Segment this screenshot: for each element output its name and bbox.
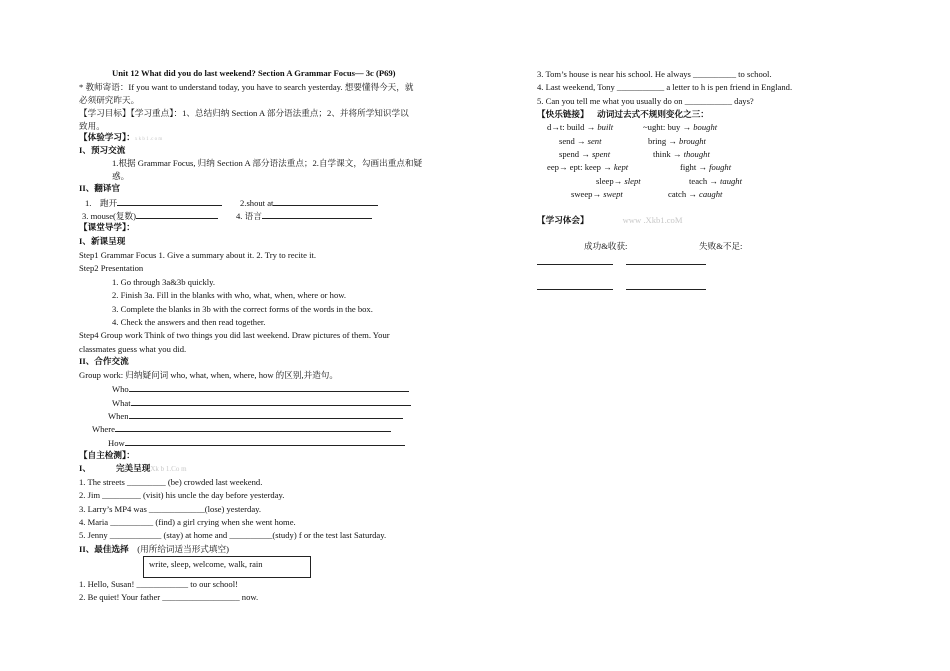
translate-item-2: 2.shout at bbox=[240, 198, 378, 208]
class-guide-heading: 【课堂导学】： bbox=[79, 222, 135, 232]
verb-row-b: catch → caught bbox=[668, 189, 723, 199]
answer-blank[interactable] bbox=[129, 411, 403, 419]
answer-blank[interactable] bbox=[136, 211, 218, 219]
answer-blank[interactable] bbox=[131, 398, 411, 406]
success-line[interactable] bbox=[537, 289, 613, 290]
best-choice-heading: II、最佳选择 (用所给词适当形式填空) bbox=[79, 544, 229, 554]
wh-word-how: How bbox=[108, 438, 405, 448]
translate-item-3: 3. mouse(复数) bbox=[82, 211, 218, 221]
choice-question-2: 2. Be quiet! Your father __________________ now. bbox=[79, 592, 259, 602]
preview-line-2: 惑。 bbox=[112, 171, 130, 181]
failure-line[interactable] bbox=[626, 289, 706, 290]
verb-row-b: think → thought bbox=[653, 149, 710, 159]
wh-word-when: When bbox=[108, 411, 403, 421]
happy-link-heading: 【快乐链接】 动词过去式不规则变化之三： bbox=[537, 109, 709, 119]
exercise-3: 3. Larry’s MP4 was _____________(lose) yesterday. bbox=[79, 504, 262, 514]
step2-text: Step2 Presentation bbox=[79, 263, 144, 273]
verb-row-a: d→t: build → built bbox=[547, 122, 614, 132]
translate-heading: II、翻译官 bbox=[79, 183, 121, 193]
verb-row-b: teach → taught bbox=[689, 176, 742, 186]
answer-blank[interactable] bbox=[273, 198, 378, 206]
word-box bbox=[143, 556, 311, 578]
answer-blank[interactable] bbox=[262, 211, 372, 219]
translate-item-1: 1. 跑开 bbox=[85, 198, 222, 208]
choice-question-5: 5. Can you tell me what you usually do on ___________ days? bbox=[537, 96, 754, 106]
learning-goals-cont: 致用。 bbox=[79, 121, 105, 131]
teacher-words: * 教师寄语：If you want to understand today, you have to search yesterday. 想要懂得今天，就 bbox=[79, 82, 414, 92]
experience-heading: 【体验学习】：x k b 1 .c o m bbox=[79, 132, 163, 142]
verb-row-a: sleep→ slept bbox=[596, 176, 641, 186]
exercise-5: 5. Jenny ____________ (stay) at home and __________(study) f or the test last Saturday. bbox=[79, 530, 387, 540]
teacher-words-cont: 必须研究昨天。 bbox=[79, 95, 140, 105]
new-lesson-heading: I、新课呈现 bbox=[79, 236, 126, 246]
preview-heading: I、预习交流 bbox=[79, 145, 126, 155]
wh-word-where: Where bbox=[92, 424, 391, 434]
choice-question-3: 3. Tom’s house is near his school. He always __________ to school. bbox=[537, 69, 772, 79]
failure-line[interactable] bbox=[626, 264, 706, 265]
verb-row-b: fight → fought bbox=[680, 162, 732, 172]
step2-item: 4. Check the answers and then read together. bbox=[112, 317, 266, 327]
watermark-text: www .Xkb1.coM bbox=[622, 215, 683, 225]
watermark-text: x k b 1 .c o m bbox=[134, 137, 163, 142]
wh-word-who: Who bbox=[112, 384, 409, 394]
answer-blank[interactable] bbox=[125, 438, 405, 446]
step2-item: 1. Go through 3a&3b quickly. bbox=[112, 277, 216, 287]
exercise-1: 1. The streets _________ (be) crowded last weekend. bbox=[79, 477, 263, 487]
answer-blank[interactable] bbox=[117, 198, 222, 206]
step2-item: 3. Complete the blanks in 3b with the correct forms of the words in the box. bbox=[112, 304, 373, 314]
choice-question-4: 4. Last weekend, Tony ___________ a letter to h is pen friend in England. bbox=[537, 82, 793, 92]
failure-label: 失败&不足: bbox=[699, 241, 743, 251]
wh-word-what: What bbox=[112, 398, 411, 408]
verb-row-a: eep→ ept: keep → kept bbox=[547, 162, 629, 172]
step1-text: Step1 Grammar Focus 1. Give a summary about it. 2. Try to recite it. bbox=[79, 250, 317, 260]
watermark-text: Xk b 1.Co m bbox=[150, 465, 187, 473]
answer-blank[interactable] bbox=[129, 384, 409, 392]
self-check-heading: 【自主检测】： bbox=[79, 450, 135, 460]
verb-row-b: bring → brought bbox=[648, 136, 706, 146]
verb-row-a: sweep→ swept bbox=[571, 189, 623, 199]
choice-question-1: 1. Hello, Susan! ____________ to our school! bbox=[79, 579, 238, 589]
learning-experience-heading: 【学习体会】 www .Xkb1.coM bbox=[537, 215, 683, 225]
word-box-text: write, sleep, welcome, walk, rain bbox=[149, 559, 263, 569]
success-label: 成功&收获: bbox=[584, 241, 628, 251]
answer-blank[interactable] bbox=[115, 424, 391, 432]
step4-text: Step4 Group work Think of two things you did last weekend. Draw pictures of them. Your bbox=[79, 330, 390, 340]
perfect-heading: I、 完美呈现Xk b 1.Co m bbox=[79, 463, 187, 473]
verb-row-b: ~ught: buy → bought bbox=[643, 122, 718, 132]
step4-text-cont: classmates guess what you did. bbox=[79, 344, 187, 354]
success-line[interactable] bbox=[537, 264, 613, 265]
verb-row-a: send → sent bbox=[559, 136, 602, 146]
verb-row-a: spend → spent bbox=[559, 149, 611, 159]
step2-item: 2. Finish 3a. Fill in the blanks with who, what, when, where or how. bbox=[112, 290, 347, 300]
translate-item-4: 4. 语言 bbox=[236, 211, 372, 221]
preview-line-1: 1.根据 Grammar Focus, 归纳 Section A 部分语法重点；2.自学课文，勾画出重点和疑 bbox=[112, 158, 423, 168]
worksheet-title: Unit 12 What did you do last weekend? Section A Grammar Focus— 3c (P69) bbox=[112, 68, 396, 78]
learning-goals: 【学习目标】【学习重点】：1、总结归纳 Section A 部分语法重点；2、并将所学知识学以 bbox=[79, 108, 409, 118]
group-work-text: Group work: 归纳疑问词 who, what, when, where, how 的区别,并造句。 bbox=[79, 370, 338, 380]
cooperation-heading: II、合作交流 bbox=[79, 356, 129, 366]
exercise-2: 2. Jim _________ (visit) his uncle the day before yesterday. bbox=[79, 490, 285, 500]
exercise-4: 4. Maria __________ (find) a girl crying when she went home. bbox=[79, 517, 296, 527]
